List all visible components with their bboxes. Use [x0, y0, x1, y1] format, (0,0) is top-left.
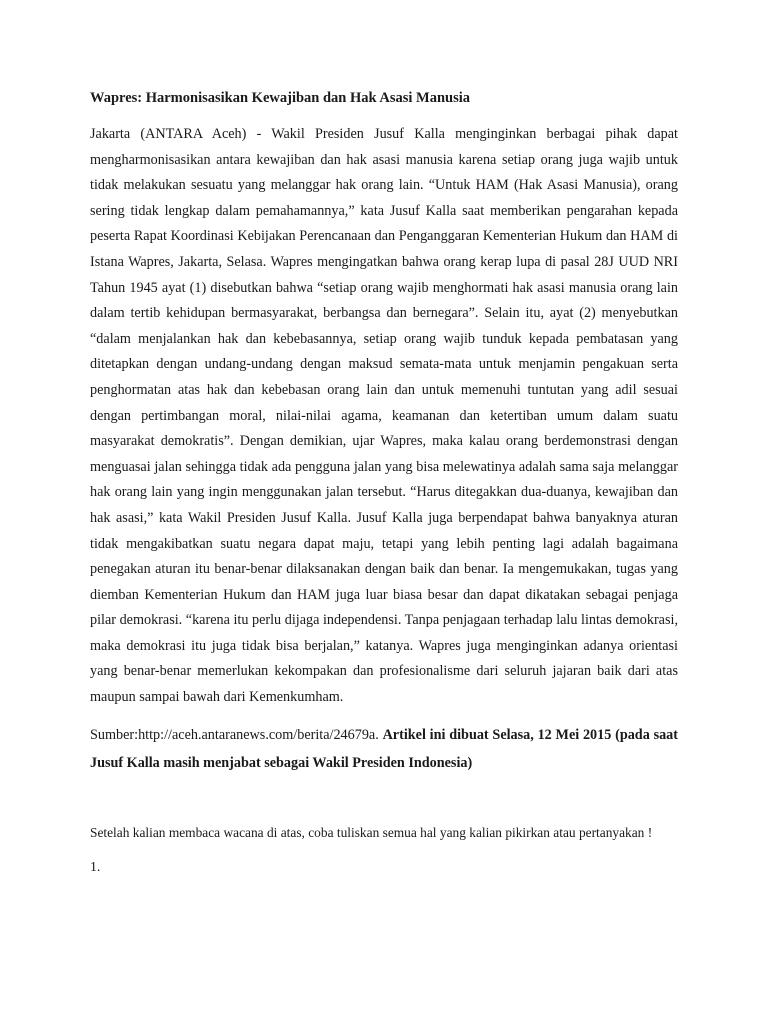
source-note: Artikel ini dibuat Selasa, 12 Mei 2015 (pada saat Jusuf Kalla masih menjabat sebagai Wakil Presiden Indonesia)	[90, 726, 679, 771]
article-body: Jakarta (ANTARA Aceh) - Wakil Presiden Jusuf Kalla menginginkan berbagai pihak dapat mengharmonisasikan antara kewajiban dan hak asasi manusia karena setiap orang juga wajib untuk tidak melakukan sesuatu yang melanggar hak orang lain. “Untuk HAM (Hak Asasi Manusia), orang sering tidak lengkap dalam pemahamannya,” kata Jusuf Kalla saat memberikan pengarahan kepada peserta Rapat Koordinasi Kebijakan Perencanaan dan Penganggaran Kementerian Hukum dan HAM di Istana Wapres, Jakarta, Selasa. Wapres mengingatkan bahwa orang kerap lupa di pasal 28J UUD NRI Tahun 1945 ayat (1) disebutkan bahwa “setiap orang wajib menghormati hak asasi manusia orang lain dalam tertib kehidupan bermasyarakat, berbangsa dan bernegara”. Selain itu, ayat (2) menyebutkan “dalam menjalankan hak dan kebebasannya, setiap orang wajib tunduk kepada pembatasan yang ditetapkan dengan undang-undang dengan maksud semata-mata untuk menjamin pengakuan serta penghormatan atas hak dan kebebasan orang lain dan untuk memenuhi tuntutan yang adil sesuai dengan pertimbangan moral, nilai-nilai agama, keamanan dan ketertiban umum dalam suatu masyarakat demokratis”. Dengan demikian, ujar Wapres, maka kalau orang berdemonstrasi dengan menguasai jalan sehingga tidak ada pengguna jalan yang bisa melewatinya adalah sama saja melanggar hak orang lain yang ingin menggunakan jalan tersebut. “Harus ditegakkan dua-duanya, kewajiban dan hak asasi,” kata Wakil Presiden Jusuf Kalla. Jusuf Kalla juga berpendapat bahwa banyaknya aturan tidak mengakibatkan suatu negara dapat maju, tetapi yang lebih penting lagi adalah bagaimana penegakan aturan itu benar-benar dilaksanakan dengan baik dan benar. Ia mengemukakan, tugas yang diemban Kementerian Hukum dan HAM juga luar biasa besar dan dapat dikatakan sebagai penjaga pilar demokrasi. “karena itu perlu dijaga independensi. Tanpa penjagaan terhadap lalu lintas demokrasi, maka demokrasi itu juga tidak bisa berjalan,” katanya. Wapres juga menginginkan adanya orientasi yang benar-benar memerlukan kekompakan dan profesionalisme dari seluruh jajaran baik dari atas maupun sampai bawah dari Kemenkumham.	[90, 126, 678, 706]
article-title: Wapres: Harmonisasikan Kewajiban dan Hak Asasi Manusia	[90, 90, 471, 106]
article-source	[90, 721, 678, 777]
answer-item-number: 1.	[90, 858, 101, 874]
document-page	[90, 88, 678, 877]
source-url-text: Sumber:http://aceh.antaranews.com/berita/24679a.	[90, 726, 379, 743]
question-prompt: Setelah kalian membaca wacana di atas, coba tuliskan semua hal yang kalian pikirkan atau pertanyakan !	[90, 824, 653, 840]
